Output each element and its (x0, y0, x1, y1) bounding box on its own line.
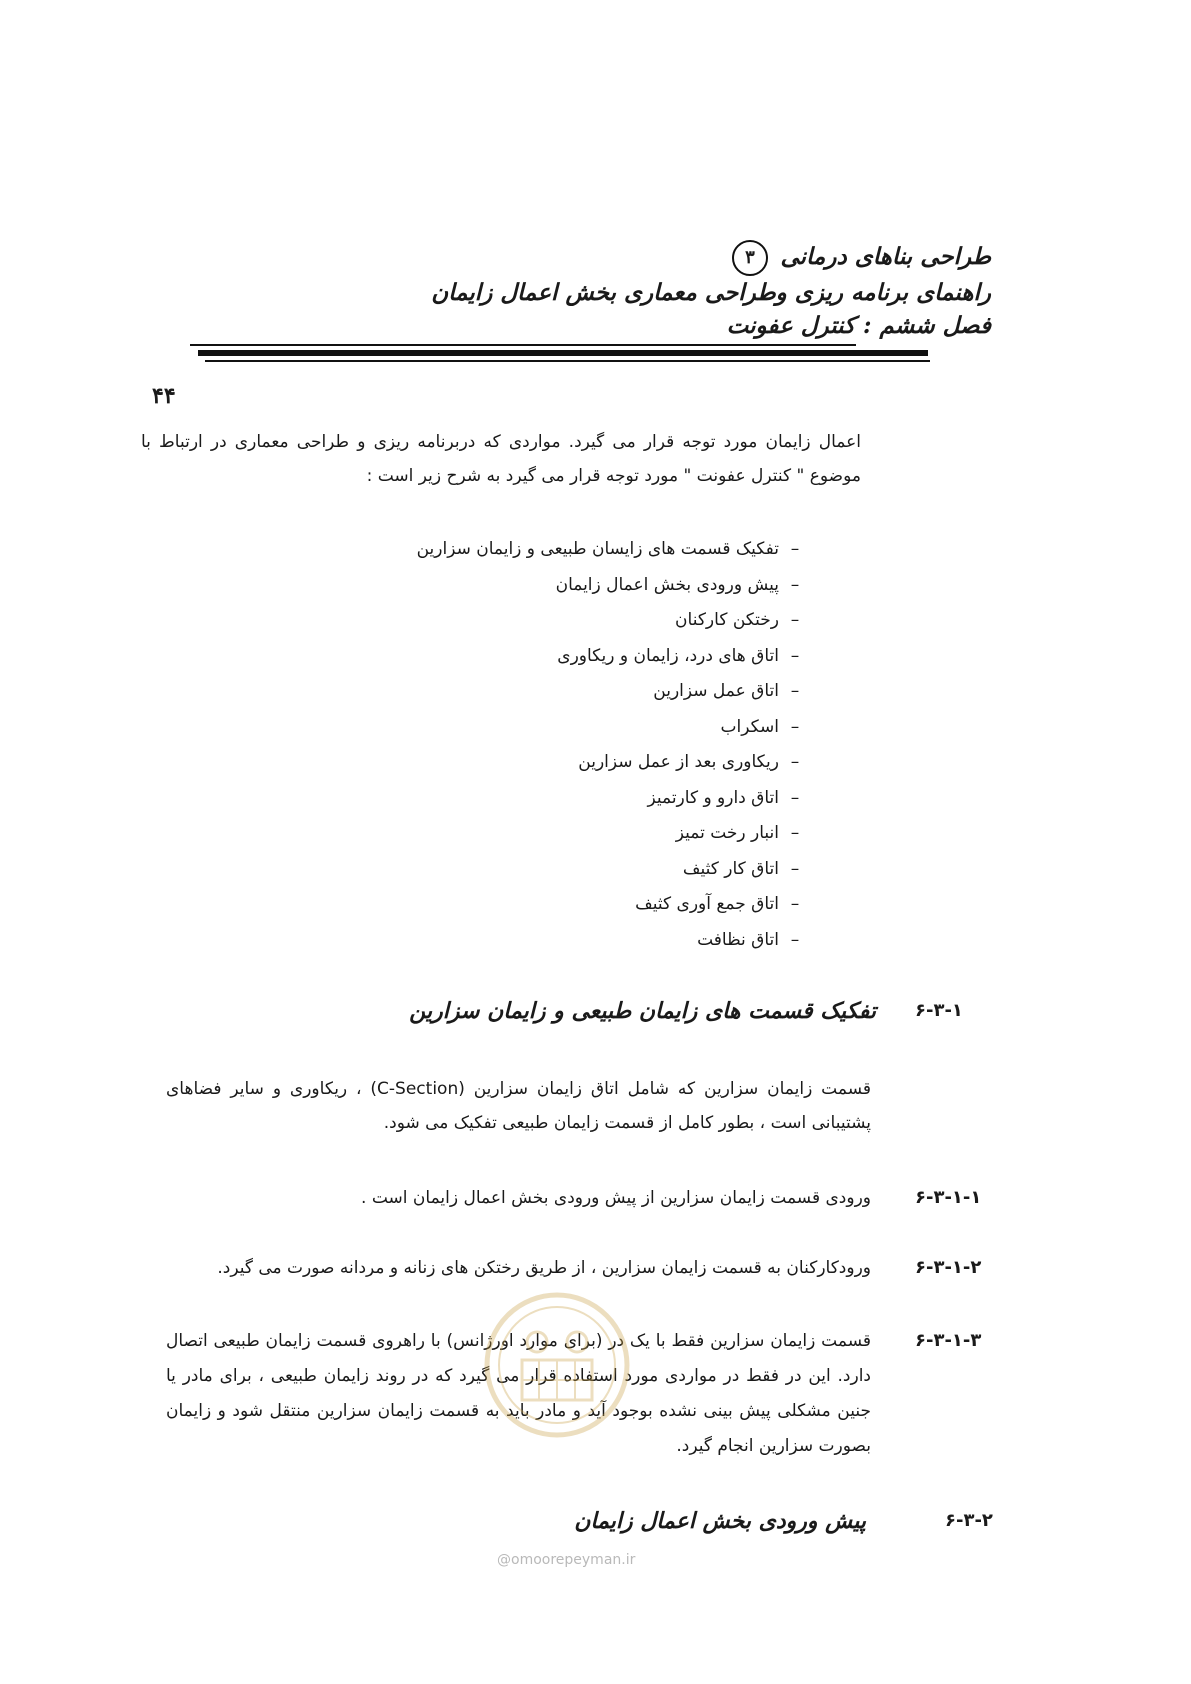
bullet-dash: – (790, 645, 800, 666)
list-item: –ریکاوری بعد از عمل سزارین (417, 745, 811, 781)
list-item: –اتاق عمل سزارین (417, 674, 811, 710)
header-rule-thin-bottom (205, 360, 930, 362)
running-header (271, 240, 991, 342)
bullet-dash: – (790, 574, 800, 595)
intro-line-2: موضوع " کنترل عفونت " مورد توجه قرار می گیرد به شرح زیر است : (366, 466, 861, 486)
list-item: –انبار رخت تمیز (417, 816, 811, 852)
bullet-dash: – (790, 681, 800, 701)
subsection-number: ۶-۳-۱-۳ (915, 1330, 982, 1351)
section-number: ۶-۳-۱ (915, 1000, 963, 1021)
watermark-seal-icon (482, 1290, 632, 1440)
list-item: –رختکن کارکنان (417, 603, 811, 639)
page-number: ۴۴ (152, 383, 176, 409)
header-rule-thick (198, 350, 928, 356)
intro-paragraph (141, 425, 861, 493)
book-subtitle: راهنمای برنامه ریزی وطراحی معماری بخش اعمال زایمان (431, 279, 991, 306)
bullet-dash: – (790, 787, 800, 808)
bullet-dash: – (790, 610, 800, 630)
list-item: –تفکیک قسمت های زایسان طبیعی و زایمان سزارین (417, 532, 811, 568)
bullet-dash: – (790, 929, 800, 950)
section-para-line-1: قسمت زایمان سزارین که شامل اتاق زایمان سزارین (C-Section) ، ریکاوری و سایر فضاهای (166, 1079, 871, 1099)
bullet-dash: – (790, 539, 800, 559)
list-item: –اتاق های درد، زایمان و ریکاوری (417, 639, 811, 675)
subsection-line-3: جنین مشکلی پیش بینی نشده بوجود آید و مادر باید به قسمت زایمان سزارین منتقل شود و زایمان (166, 1401, 871, 1421)
subsection-line-1: قسمت زایمان سزارین فقط با یک در (برای موارد اورژانس) با راهروی قسمت زایمان طبیعی اتصال (166, 1331, 871, 1351)
chapter-title: فصل ششم : کنترل عفونت (726, 312, 991, 339)
subsection-number: ۶-۳-۱-۲ (915, 1257, 982, 1278)
bullet-dash: – (790, 716, 800, 737)
list-item: –اسکراب (417, 710, 811, 746)
header-rule-thin (190, 344, 856, 346)
intro-line-1: اعمال زایمان مورد توجه قرار می گیرد. مواردی که دربرنامه ریزی و طراحی معماری در ارتباط با (141, 432, 861, 452)
bullet-dash: – (790, 823, 800, 843)
list-item: –اتاق دارو و کارتمیز (417, 781, 811, 817)
subsection-number: ۶-۳-۱-۱ (915, 1187, 982, 1208)
volume-number: ۳ (745, 247, 756, 268)
subsection-text: ورودی قسمت زایمان سزارین از پیش ورودی بخش اعمال زایمان است . (361, 1188, 871, 1208)
list-item: –اتاق جمع آوری کثیف (417, 887, 811, 923)
section-para-line-2: پشتیبانی است ، بطور کامل از قسمت زایمان طبیعی تفکیک می شود. (383, 1113, 871, 1133)
subsection-text: ورودکارکنان به قسمت زایمان سزارین ، از طریق رختکن های زنانه و مردانه صورت می گیرد. (217, 1258, 871, 1278)
watermark-text: @omoorepeyman.ir (497, 1552, 636, 1568)
subsection-line-2: دارد. این در فقط در مواردی مورد استفاده قرار می گیرد که در روند زایمان طبیعی ، برای مادر یا (166, 1366, 871, 1386)
section-number: ۶-۳-۲ (945, 1510, 993, 1531)
book-title: طراحی بناهای درمانی (780, 243, 991, 270)
bullet-dash: – (790, 894, 800, 914)
section-title: تفکیک قسمت های زایمان طبیعی و زایمان سزارین (409, 998, 876, 1024)
list-item: –اتاق نظافت (417, 923, 811, 959)
bullet-dash: – (790, 752, 800, 772)
subsection-line-4: بصورت سزارین انجام گیرد. (676, 1436, 871, 1456)
section-title: پیش ورودی بخش اعمال زایمان (574, 1508, 866, 1534)
book-title-line (271, 240, 991, 276)
bullet-dash: – (790, 858, 800, 879)
topic-list (417, 532, 811, 958)
section-paragraph (166, 1072, 871, 1140)
list-item: –پیش ورودی بخش اعمال زایمان (417, 568, 811, 604)
list-item: –اتاق کار کثیف (417, 852, 811, 888)
